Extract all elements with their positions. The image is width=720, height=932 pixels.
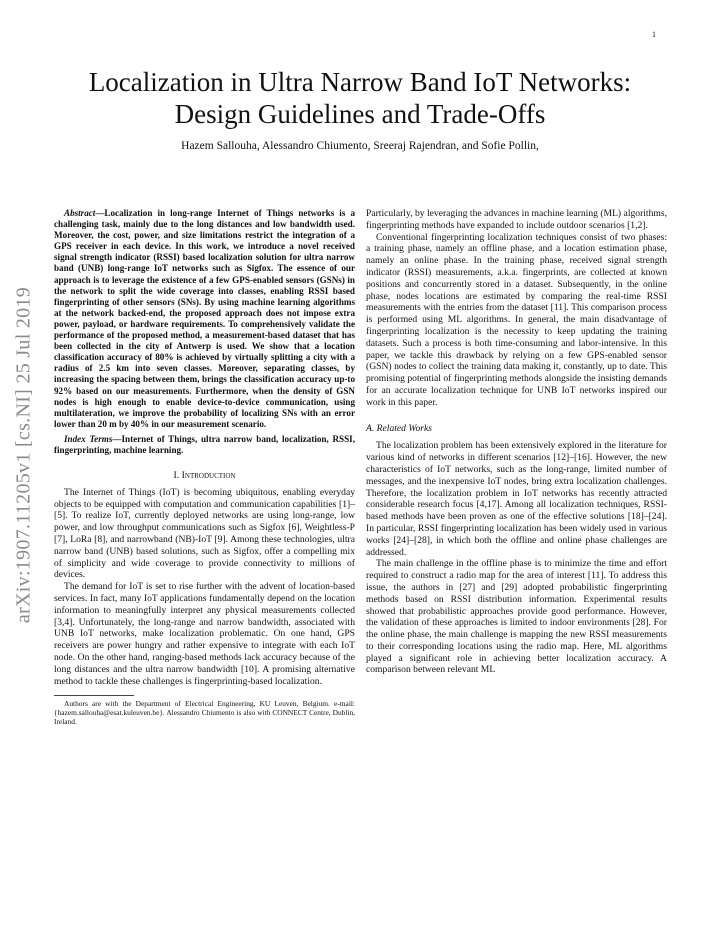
intro-paragraph-3: Particularly, by leveraging the advances in machine learning (ML) algorithms, fingerprinting methods have expanded to include outdoor scenarios [1,2]. [366,208,667,231]
related-works-paragraph-2: The main challenge in the offline phase is to minimize the time and effort required to construct a radio map for the area of interest [11]. To address this issue, the authors in [27] and [29] adopted probabilistic fingerprinting methods based on RSSI distribution information. Experimental results showed that probabilistic approaches provide good performance. However, the validation of these approaches is limited to indoor environments [28]. For the online phase, the main challenge is mapping the new RSSI measurements to their corresponding locations using the radio map. Here, ML algorithms played a significant role in achieving better localization accuracy. A comparison between relevant ML [366,558,667,676]
title-line-1: Localization in Ultra Narrow Band IoT Networks: [88,67,632,97]
related-works-paragraph-1: The localization problem has been extensively explored in the literature for various kind of networks in different scenarios [12]–[16]. However, the new characteristics of IoT networks, such as the long-range, limited number of messages, and the inexpensive IoT nodes, bring extra localization challenges. Therefore, the localization problem in IoT networks has recently attracted considerable research focus [4,17]. Among all localization techniques, RSSI-based methods have been proven as one of the effective solutions [18]–[24]. In particular, RSSI fingerprinting localization has been widely used in various works [24]–[28], in which both the offline and online phase challenges are addressed. [366,440,667,558]
intro-paragraph-2: The demand for IoT is set to rise further with the advent of location-based services. In fact, many IoT applications fundamentally depend on the location information to meaningfully interpret any physical measurements collected [3,4]. Unfortunately, the long-range and narrow bandwidth, associated with UNB IoT networks, make localization problematic. On one hand, GPS receivers are power hungry and rather expensive to integrate with each IoT node. On the other hand, ranging-based methods lack accuracy because of the long distances and the ultra narrow bandwidth [10]. A promising alternative method to tackle these challenges is fingerprinting-based localization. [54,581,355,687]
intro-paragraph-4: Conventional fingerprinting localization techniques consist of two phases: a training phase, namely an offline phase, and a location estimation phase, namely an online phase. In the training phase, received signal strength indicator (RSSI) measurements, a.k.a. fingerprints, are collected at known positions and concurrently stored in a dataset. Subsequently, in the online phase, nodes locations are estimated by comparing the real-time RSSI measurements with the entries from the dataset [11]. This comparison process is performed using ML algorithms. In general, the main disadvantage of fingerprinting localization is the necessity to keep updating the training datasets. Such a process is both time-consuming and labor-intensive. In this paper, we tackle this drawback by relying on a few GPS-enabled sensor (GSN) nodes to collect the training data making it, constantly, up to date. This promising potential of fingerprinting methods alongside the insisting demands for an accurate localization technique for UNB IoT networks inspired our work in this paper. [366,231,667,408]
arxiv-identifier: arXiv:1907.11205v1 [cs.NI] 25 Jul 2019 [12,286,35,624]
subsection-heading-related-works: A. Related Works [366,422,432,434]
left-column [54,208,355,727]
page-number: 1 [652,30,656,39]
index-terms-text: —Internet of Things, ultra narrow band, localization, RSSI, fingerprinting, machine learning. [54,433,355,455]
title-line-2: Design Guidelines and Trade-Offs [174,99,546,129]
section-heading-introduction: I. Introduction [173,470,236,482]
index-terms-label: Index Terms [64,433,113,444]
paper-title [40,66,680,130]
intro-paragraph-1: The Internet of Things (IoT) is becoming ubiquitous, enabling everyday objects to be equipped with computation and communication capabilities [1]–[5]. To realize IoT, currently deployed networks are using long-range, low power, and low throughput communications such as Sigfox [6], Weightless-P [7], LoRa [8], and narrowband (NB)-IoT [9]. Among these technologies, ultra narrow band (UNB) based solutions, such as Sigfox, offer a compelling mix of simplicity and wide coverage to provide connectivity to millions of devices. [54,486,355,581]
author-footnote: Authors are with the Department of Electrical Engineering, KU Leuven, Belgium. e-mail: {hazem.sallouha@esat.kuleuven.be}. Alessandro Chiumento is also with CONNECT Centre, Dublin, Ireland. [54,699,355,726]
footnote-divider [54,695,134,696]
abstract [54,208,355,430]
arxiv-stamp [4,240,44,670]
abstract-label: Abstract [64,208,96,218]
author-list: Hazem Sallouha, Alessandro Chiumento, Sreeraj Rajendran, and Sofie Pollin, [181,140,539,152]
right-column [366,208,667,676]
abstract-text: —Localization in long-range Internet of Things networks is a challenging task, mainly due to the long distances and low bandwidth used. Moreover, the cost, power, and size limitations restrict the integration of a GPS receiver in each device. In this work, we introduce a novel received signal strength indicator (RSSI) based localization solution for ultra narrow band (UNB) long-range IoT networks such as Sigfox. The essence of our approach is to leverage the existence of a few GPS-enabled sensors (GSNs) in the network to split the wide coverage into classes, enabling RSSI based fingerprinting of other sensors (SNs). By using machine learning algorithms at the network backed-end, the proposed approach does not impose extra power, payload, or hardware requirements. To comprehensively validate the performance of the proposed method, a measurement-based dataset that has been collected in the city of Antwerp is used. We show that a location classification accuracy of 80% is achieved by virtually splitting a city with a radius of 2.5 km into seven classes. Moreover, separating classes, by increasing the spacing between them, brings the classification accuracy up-to 92% based on our measurements. Furthermore, when the density of GSN nodes is high enough to enable device-to-device communication, using multilateration, we improve the probability of localizing SNs with an error lower than 20 m by 40% in our measurement scenario. [54,208,355,429]
index-terms [54,434,355,456]
